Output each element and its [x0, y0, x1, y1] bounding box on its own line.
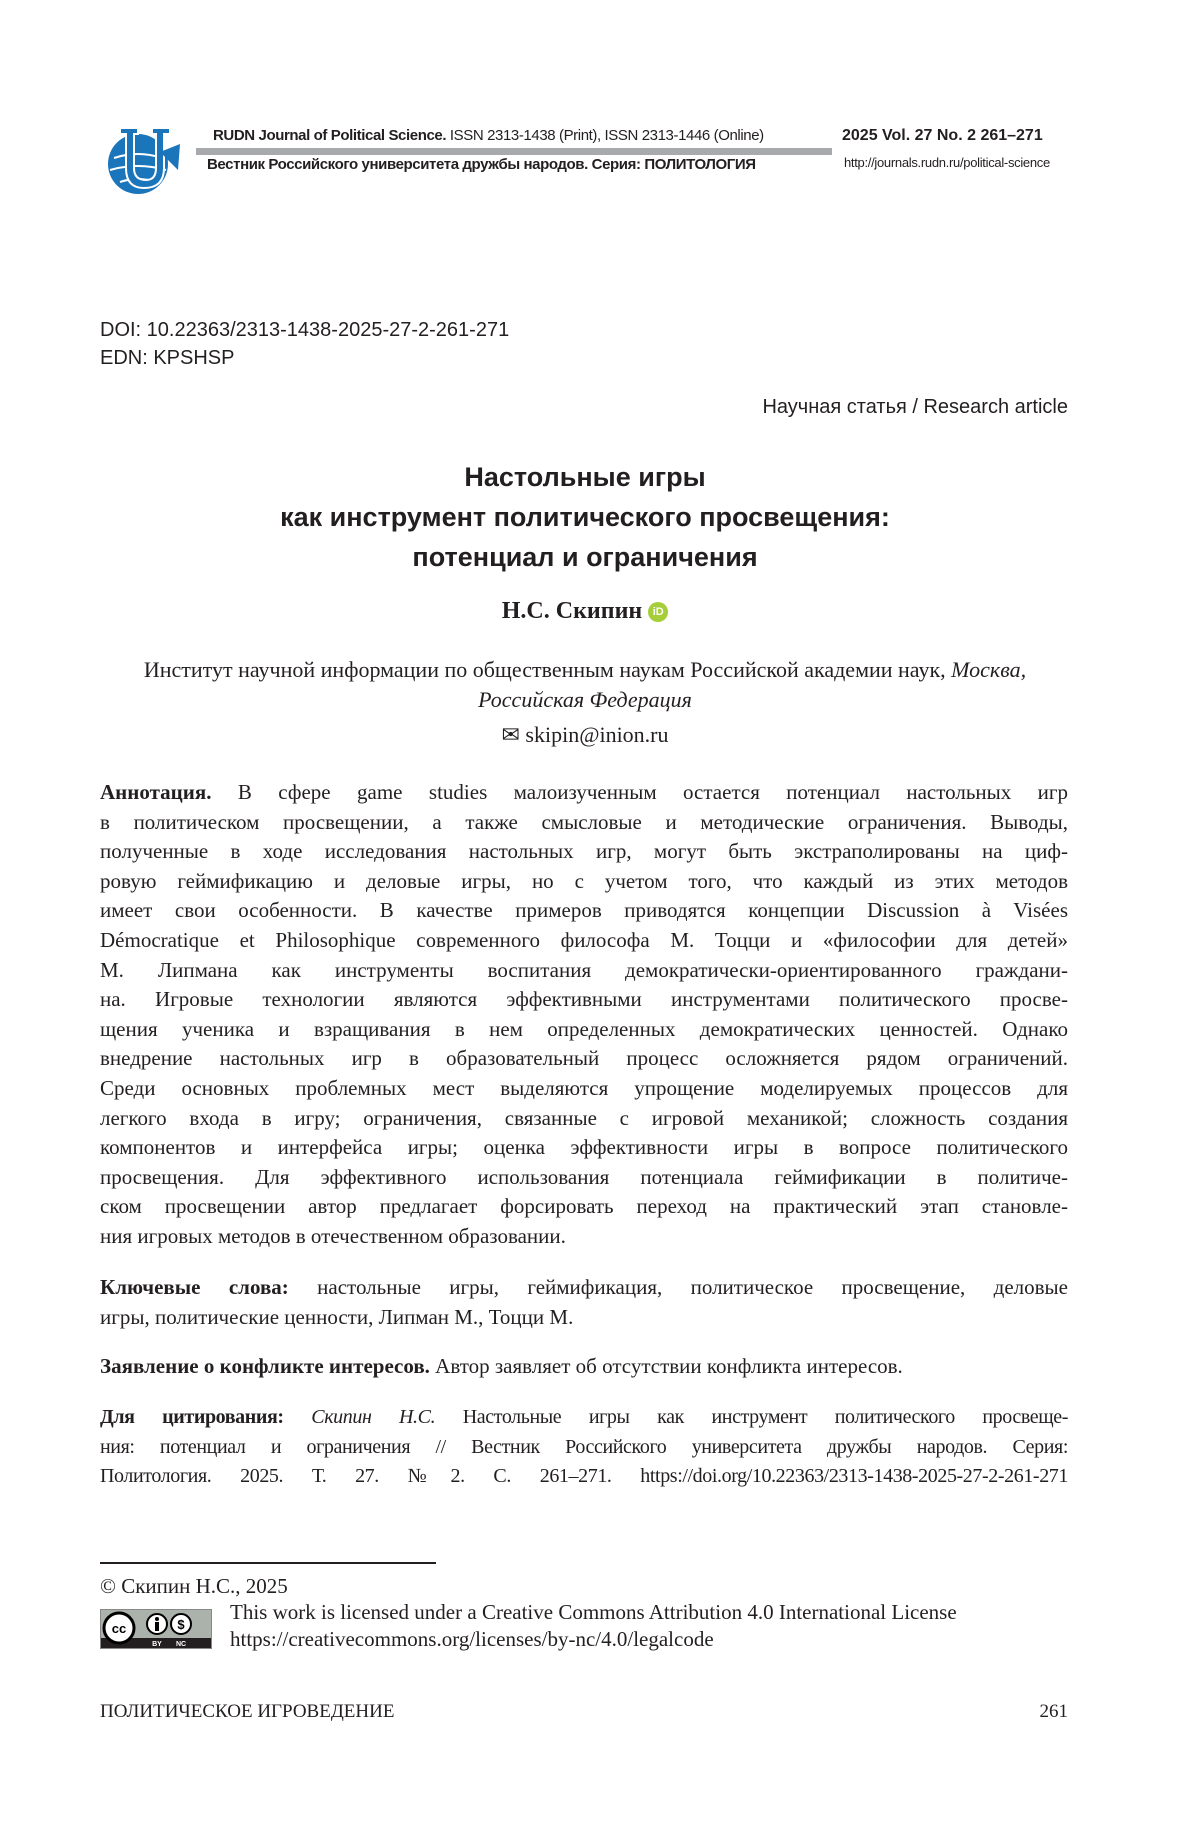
- license-text: This work is licensed under a Creative Commons Attribution 4.0 International License: [230, 1600, 957, 1625]
- keywords: Ключевые слова: настольные игры, геймификация, политическое просвещение, деловые игры, политические ценности, Липман М., Тоцци М.: [100, 1273, 1068, 1332]
- envelope-icon: ✉: [501, 722, 519, 747]
- svg-text:BY: BY: [152, 1641, 162, 1648]
- affiliation-country: Российская Федерация: [0, 687, 1170, 713]
- title-line: как инструмент политического просвещения:: [0, 502, 1170, 533]
- edn: EDN: KPSHSP: [100, 347, 234, 370]
- footer-section: ПОЛИТИЧЕСКОЕ ИГРОВЕДЕНИЕ: [100, 1701, 394, 1723]
- orcid-icon[interactable]: iD: [648, 602, 668, 622]
- page-number: 261: [1040, 1701, 1069, 1723]
- email[interactable]: ✉ skipin@inion.ru: [0, 722, 1170, 748]
- affiliation: Институт научной информации по общественным наукам Российской академии наук, Москва,: [0, 657, 1170, 683]
- header-divider: [196, 148, 832, 155]
- article-type: Научная статья / Research article: [762, 396, 1068, 419]
- journal-url[interactable]: http://journals.rudn.ru/political-science: [844, 155, 1050, 170]
- footnote-rule: [100, 1562, 436, 1564]
- svg-text:cc: cc: [112, 1621, 126, 1636]
- doi[interactable]: DOI: 10.22363/2313-1438-2025-27-2-261-271: [100, 319, 509, 342]
- license-url[interactable]: https://creativecommons.org/licenses/by-nc/4.0/legalcode: [230, 1627, 714, 1652]
- title-line: потенциал и ограничения: [0, 542, 1170, 573]
- svg-text:NC: NC: [176, 1641, 186, 1648]
- journal-title-ru: Вестник Российского университета дружбы народов. Серия: ПОЛИТОЛОГИЯ: [207, 156, 756, 173]
- abstract: Аннотация. В сфере game studies малоизученным остается потенциал настольных игр в политическом просвещении, а также смысловые и методические ограничения. Выводы, полученные в ходе исследования настольных игр, могут быть экстраполированы на циф- ровую геймификацию и деловые игры, но с учетом того, что каждый из этих методов имеет свои особенности. В качестве примеров приводятся концепции Discussion à Visées Démocratique et Philosophique современного философа М. Тоцци и «философии для детей» М. Липмана как инструменты воспитания демократически-ориентированного граждани- на. Игровые технологии являются эффективными инструментами политического просве- щения ученика и взращивания в нем определенных демократических ценностей. Однако внедрение настольных игр в образовательный процесс осложняется рядом ограничений. Среди основных проблемных мест выделяются упрощение моделируемых процессов для легкого входа в игру; ограничения, связанные с игровой механикой; сложность создания компонентов и интерфейса игры; оценка эффективности игры в вопросе политического просвещения. Для эффективного использования потенциала геймификации в политиче- ском просвещении автор предлагает форсировать переход на практический этап становле- ния игровых методов в отечественном образовании.: [100, 778, 1068, 1252]
- citation: Для цитирования: Скипин Н.С. Настольные игры как инструмент политического просвеще- ния: потенциал и ограничения // Вестник Российского университета дружбы народов. Серия: Политология. 2025. Т. 27. №2. С. 261–271. https://doi.org/10.22363/2313-1438-2025-27-2-261-271: [100, 1403, 1068, 1492]
- journal-title-en: RUDN Journal of Political Science. ISSN 2313-1438 (Print), ISSN 2313-1446 (Online): [213, 127, 764, 144]
- author: Н.С. Скипин iD: [0, 598, 1170, 625]
- issue-info: 2025 Vol. 27 No. 2 261–271: [842, 127, 1043, 145]
- rudn-logo: [98, 122, 182, 198]
- conflict-statement: Заявление о конфликте интересов. Автор заявляет об отсутствии конфликта интересов.: [100, 1352, 1068, 1382]
- title-line: Настольные игры: [0, 462, 1170, 493]
- svg-text:$: $: [177, 1617, 185, 1632]
- cc-by-nc-badge[interactable]: [100, 1609, 212, 1649]
- copyright: © Скипин Н.С., 2025: [100, 1574, 288, 1599]
